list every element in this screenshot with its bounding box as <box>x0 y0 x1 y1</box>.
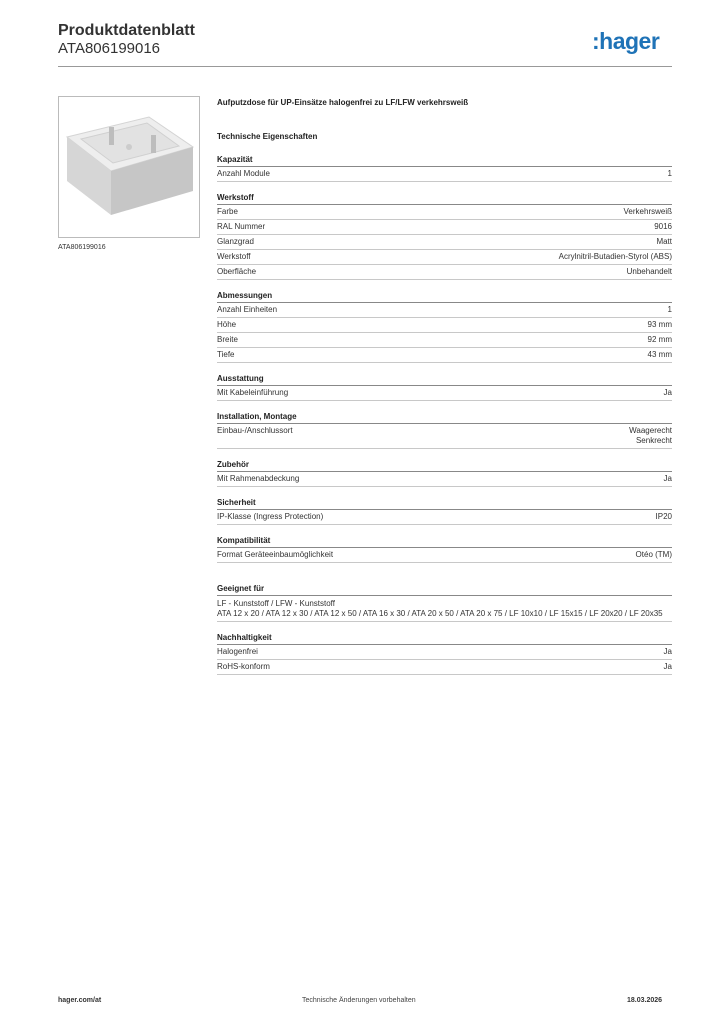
property-value: Verkehrsweiß <box>623 207 672 216</box>
property-row <box>217 660 672 675</box>
suitable-for-text <box>217 596 672 622</box>
property-row <box>217 510 672 525</box>
suitable-line: LF - Kunststoff / LFW - Kunststoff <box>217 599 335 608</box>
suitable-line: ATA 12 x 20 / ATA 12 x 30 / ATA 12 x 50 / ATA 16 x 30 / ATA 20 x 50 / ATA 20 x 75 / LF 10x10 / LF 15x15 / LF 20x20 / LF 20x35 <box>217 609 663 618</box>
property-value: Otéo (TM) <box>635 550 672 559</box>
section-kapazitaet <box>217 155 672 182</box>
property-row <box>217 386 672 401</box>
property-row <box>217 472 672 487</box>
property-row <box>217 348 672 363</box>
property-row <box>217 333 672 348</box>
page-title: Produktdatenblatt <box>58 22 195 39</box>
property-row <box>217 548 672 563</box>
property-label: IP-Klasse (Ingress Protection) <box>217 512 324 521</box>
section-title: Ausstattung <box>217 374 672 386</box>
surface-box-icon <box>59 97 199 237</box>
section-kompatibilitaet <box>217 536 672 563</box>
property-row <box>217 424 672 449</box>
property-row <box>217 205 672 220</box>
section-title: Kompatibilität <box>217 536 672 548</box>
section-installation <box>217 412 672 449</box>
property-value: 92 mm <box>647 335 672 344</box>
property-label: Halogenfrei <box>217 647 258 656</box>
product-description: Aufputzdose für UP-Einsätze halogenfrei zu LF/LFW verkehrsweiß <box>217 98 469 107</box>
section-title: Sicherheit <box>217 498 672 510</box>
property-label: RAL Nummer <box>217 222 266 231</box>
hager-logo: :hager <box>592 28 660 54</box>
property-value: 43 mm <box>647 350 672 359</box>
property-value: 1 <box>667 305 672 314</box>
property-value: 1 <box>667 169 672 178</box>
property-label: Oberfläche <box>217 267 257 276</box>
property-value: Ja <box>663 388 672 397</box>
product-details <box>217 98 672 675</box>
image-caption: ATA806199016 <box>58 244 106 251</box>
section-ausstattung <box>217 374 672 401</box>
section-nachhaltigkeit <box>217 633 672 675</box>
property-row <box>217 318 672 333</box>
property-row <box>217 250 672 265</box>
product-number: ATA806199016 <box>58 40 161 57</box>
section-title: Abmessungen <box>217 291 672 303</box>
property-value: Unbehandelt <box>626 267 672 276</box>
property-label: Anzahl Einheiten <box>217 305 278 314</box>
property-value: Ja <box>663 474 672 483</box>
property-label: Format Geräteeinbaumöglichkeit <box>217 550 334 559</box>
property-label: RoHS-konform <box>217 662 270 671</box>
property-value <box>629 426 672 446</box>
property-label: Tiefe <box>217 350 235 359</box>
property-label: Werkstoff <box>217 252 251 261</box>
property-row <box>217 235 672 250</box>
property-row <box>217 303 672 318</box>
section-title: Werkstoff <box>217 193 672 205</box>
property-label: Breite <box>217 335 238 344</box>
section-title: Geeignet für <box>217 584 672 596</box>
section-title: Zubehör <box>217 460 672 472</box>
section-title: Nachhaltigkeit <box>217 633 672 645</box>
section-sicherheit <box>217 498 672 525</box>
property-value: Acrylnitril-Butadien-Styrol (ABS) <box>558 252 672 261</box>
section-abmessungen <box>217 291 672 363</box>
section-title: Installation, Montage <box>217 412 672 424</box>
property-value: 9016 <box>654 222 672 231</box>
product-image <box>58 96 200 238</box>
property-row <box>217 265 672 280</box>
property-value: Matt <box>656 237 672 246</box>
section-geeignet <box>217 584 672 622</box>
section-zubehoer <box>217 460 672 487</box>
property-value: IP20 <box>655 512 672 521</box>
footer-website-link[interactable]: hager.com/at <box>58 997 102 1004</box>
property-label: Einbau-/Anschlussort <box>217 426 293 435</box>
property-label: Farbe <box>217 207 238 216</box>
property-label: Glanzgrad <box>217 237 254 246</box>
footer-disclaimer: Technische Änderungen vorbehalten <box>302 997 416 1004</box>
technical-properties-heading: Technische Eigenschaften <box>217 132 318 141</box>
property-value-line: Senkrecht <box>635 436 672 445</box>
property-value-line: Waagerecht <box>629 426 672 435</box>
property-label: Mit Kabeleinführung <box>217 388 289 397</box>
property-value: 93 mm <box>647 320 672 329</box>
property-row <box>217 220 672 235</box>
property-label: Höhe <box>217 320 237 329</box>
property-value: Ja <box>663 662 672 671</box>
property-value: Ja <box>663 647 672 656</box>
header-divider <box>58 66 672 67</box>
footer-date: 18.03.2026 <box>627 997 663 1004</box>
property-row <box>217 645 672 660</box>
property-label: Anzahl Module <box>217 169 270 178</box>
property-row <box>217 167 672 182</box>
property-label: Mit Rahmenabdeckung <box>217 474 300 483</box>
section-werkstoff <box>217 193 672 280</box>
section-title: Kapazität <box>217 155 672 167</box>
